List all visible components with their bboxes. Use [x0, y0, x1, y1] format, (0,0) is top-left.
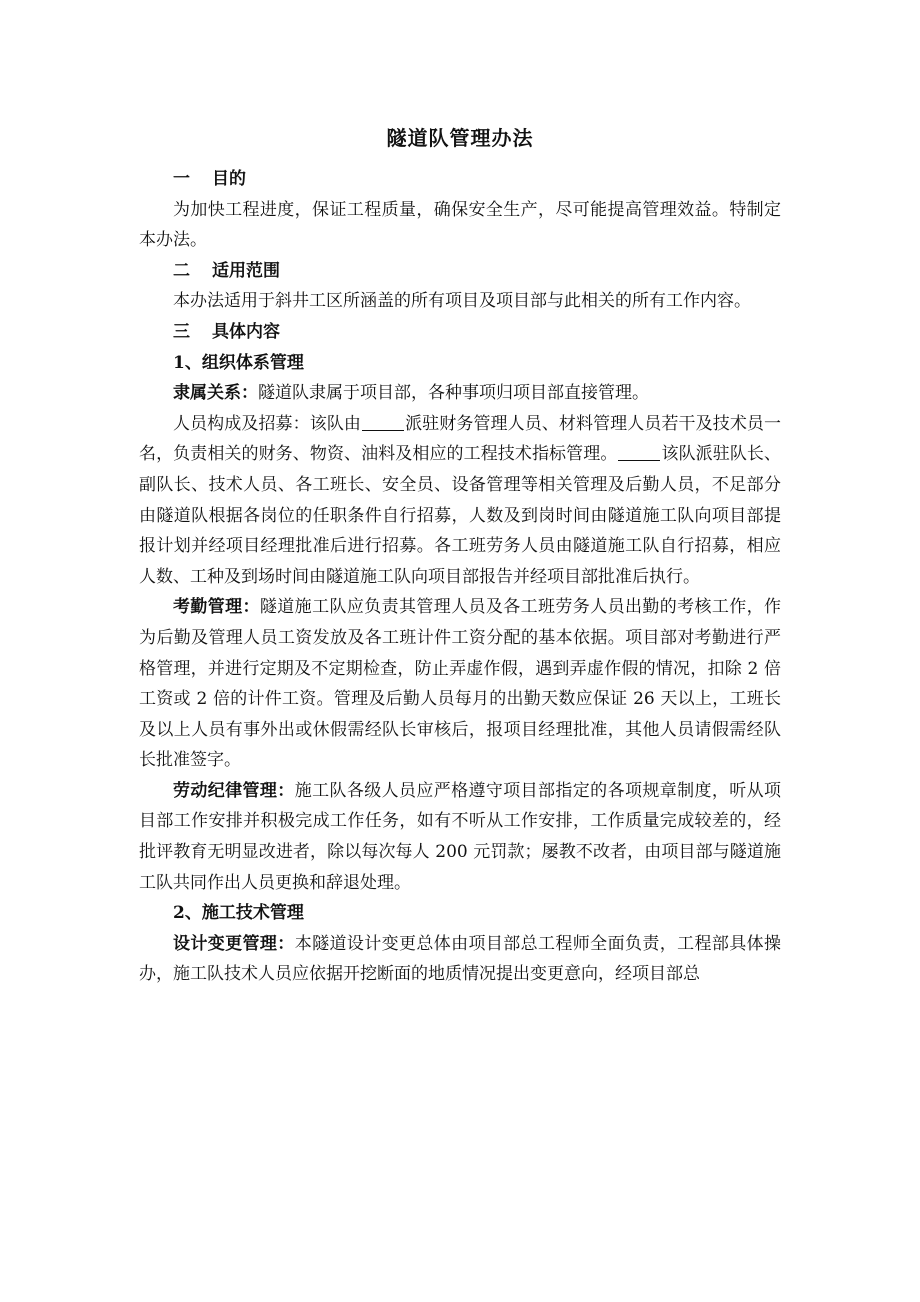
paragraph-text: 人员构成及招募：该队由	[173, 413, 361, 434]
paragraph-text: 本隧道设计变更总体由项目部总工程师全面负责，工程部具体操办，施工队技术人员应依据开挖断面的地质情况提出变更意向，经项目部总	[139, 933, 782, 985]
paragraph-text: 该队派驻队长、副队长、技术人员、各工班长、安全员、设备管理等相关管理及后勤人员，不足部分由隧道队根据各岗位的任职条件自行招募，人数及到岗时间由隧道施工队向项目部提报计划并经项目经理批准后进行招募。各工班劳务人员由隧道施工队自行招募，相应人数、工种及到场时间由隧道施工队向项目部报告并经项目部批准后执行。	[139, 444, 782, 587]
paragraph-text: 隧道施工队应负责其管理人员及各工班劳务人员出勤的考核工作，作为后勤及管理人员工资发放及各工班计件工资分配的基本依据。项目部对考勤进行严格管理，并进行定期及不定期检查，防止弄虚作假，遇到弄虚作假的情况，扣除 2 倍工资或 2 倍的计件工资。管理及后勤人员每月的出勤天数应保证 26 天以上，工班长及以上人员有事外出或休假需经队长审核后，报项目经理批准，其他人员请假需经队长批准签字。	[139, 597, 782, 771]
paragraph-text: 派驻财务管理人员、材料管理人员若干及技术员一名，负责相关的财务、物资、油料及相应的工程技术指标管理。	[139, 413, 781, 465]
document-body	[139, 164, 781, 990]
section-heading-scope	[139, 256, 781, 287]
section-number: 二	[173, 260, 190, 281]
paragraph-text: 隧道队隶属于项目部，各种事项归项目部直接管理。	[258, 383, 649, 404]
paragraph-lead: 考勤管理：	[173, 597, 260, 618]
section-heading-text: 具体内容	[212, 321, 280, 342]
paragraph-lead: 劳动纪律管理：	[173, 780, 295, 801]
paragraph-discipline	[139, 776, 781, 898]
paragraph-text: 施工队各级人员应严格遵守项目部指定的各项规章制度，听从项目部工作安排并积极完成工作任务，如有不听从工作安排，工作质量完成较差的，经批评教育无明显改进者，除以每次每人 200 元罚款；屡教不改者，由项目部与隧道施工队共同作出人员更换和辞退处理。	[139, 780, 782, 893]
subsection-heading-tech: 2、施工技术管理	[173, 903, 304, 924]
paragraph-purpose: 为加快工程进度，保证工程质量，确保安全生产，尽可能提高管理效益。特制定本办法。	[139, 199, 781, 251]
paragraph-attendance	[139, 592, 781, 776]
section-heading-text: 目的	[212, 169, 246, 189]
document-title: 隧道队管理办法	[386, 126, 534, 150]
subsection-heading-org: 1、组织体系管理	[173, 352, 304, 373]
paragraph-staffing	[139, 409, 781, 593]
fill-in-blank	[362, 412, 404, 431]
section-heading-content	[139, 317, 781, 348]
paragraph-affiliation	[139, 378, 781, 409]
paragraph-lead: 设计变更管理：	[173, 933, 295, 954]
section-number: 一	[173, 169, 190, 189]
paragraph-design-change	[139, 929, 781, 990]
fill-in-blank	[618, 442, 660, 461]
section-heading-text: 适用范围	[212, 260, 280, 281]
paragraph-lead: 隶属关系：	[173, 383, 258, 404]
section-heading-purpose	[139, 164, 781, 195]
paragraph-scope: 本办法适用于斜井工区所涵盖的所有项目及项目部与此相关的所有工作内容。	[173, 291, 751, 312]
section-number: 三	[173, 321, 190, 342]
